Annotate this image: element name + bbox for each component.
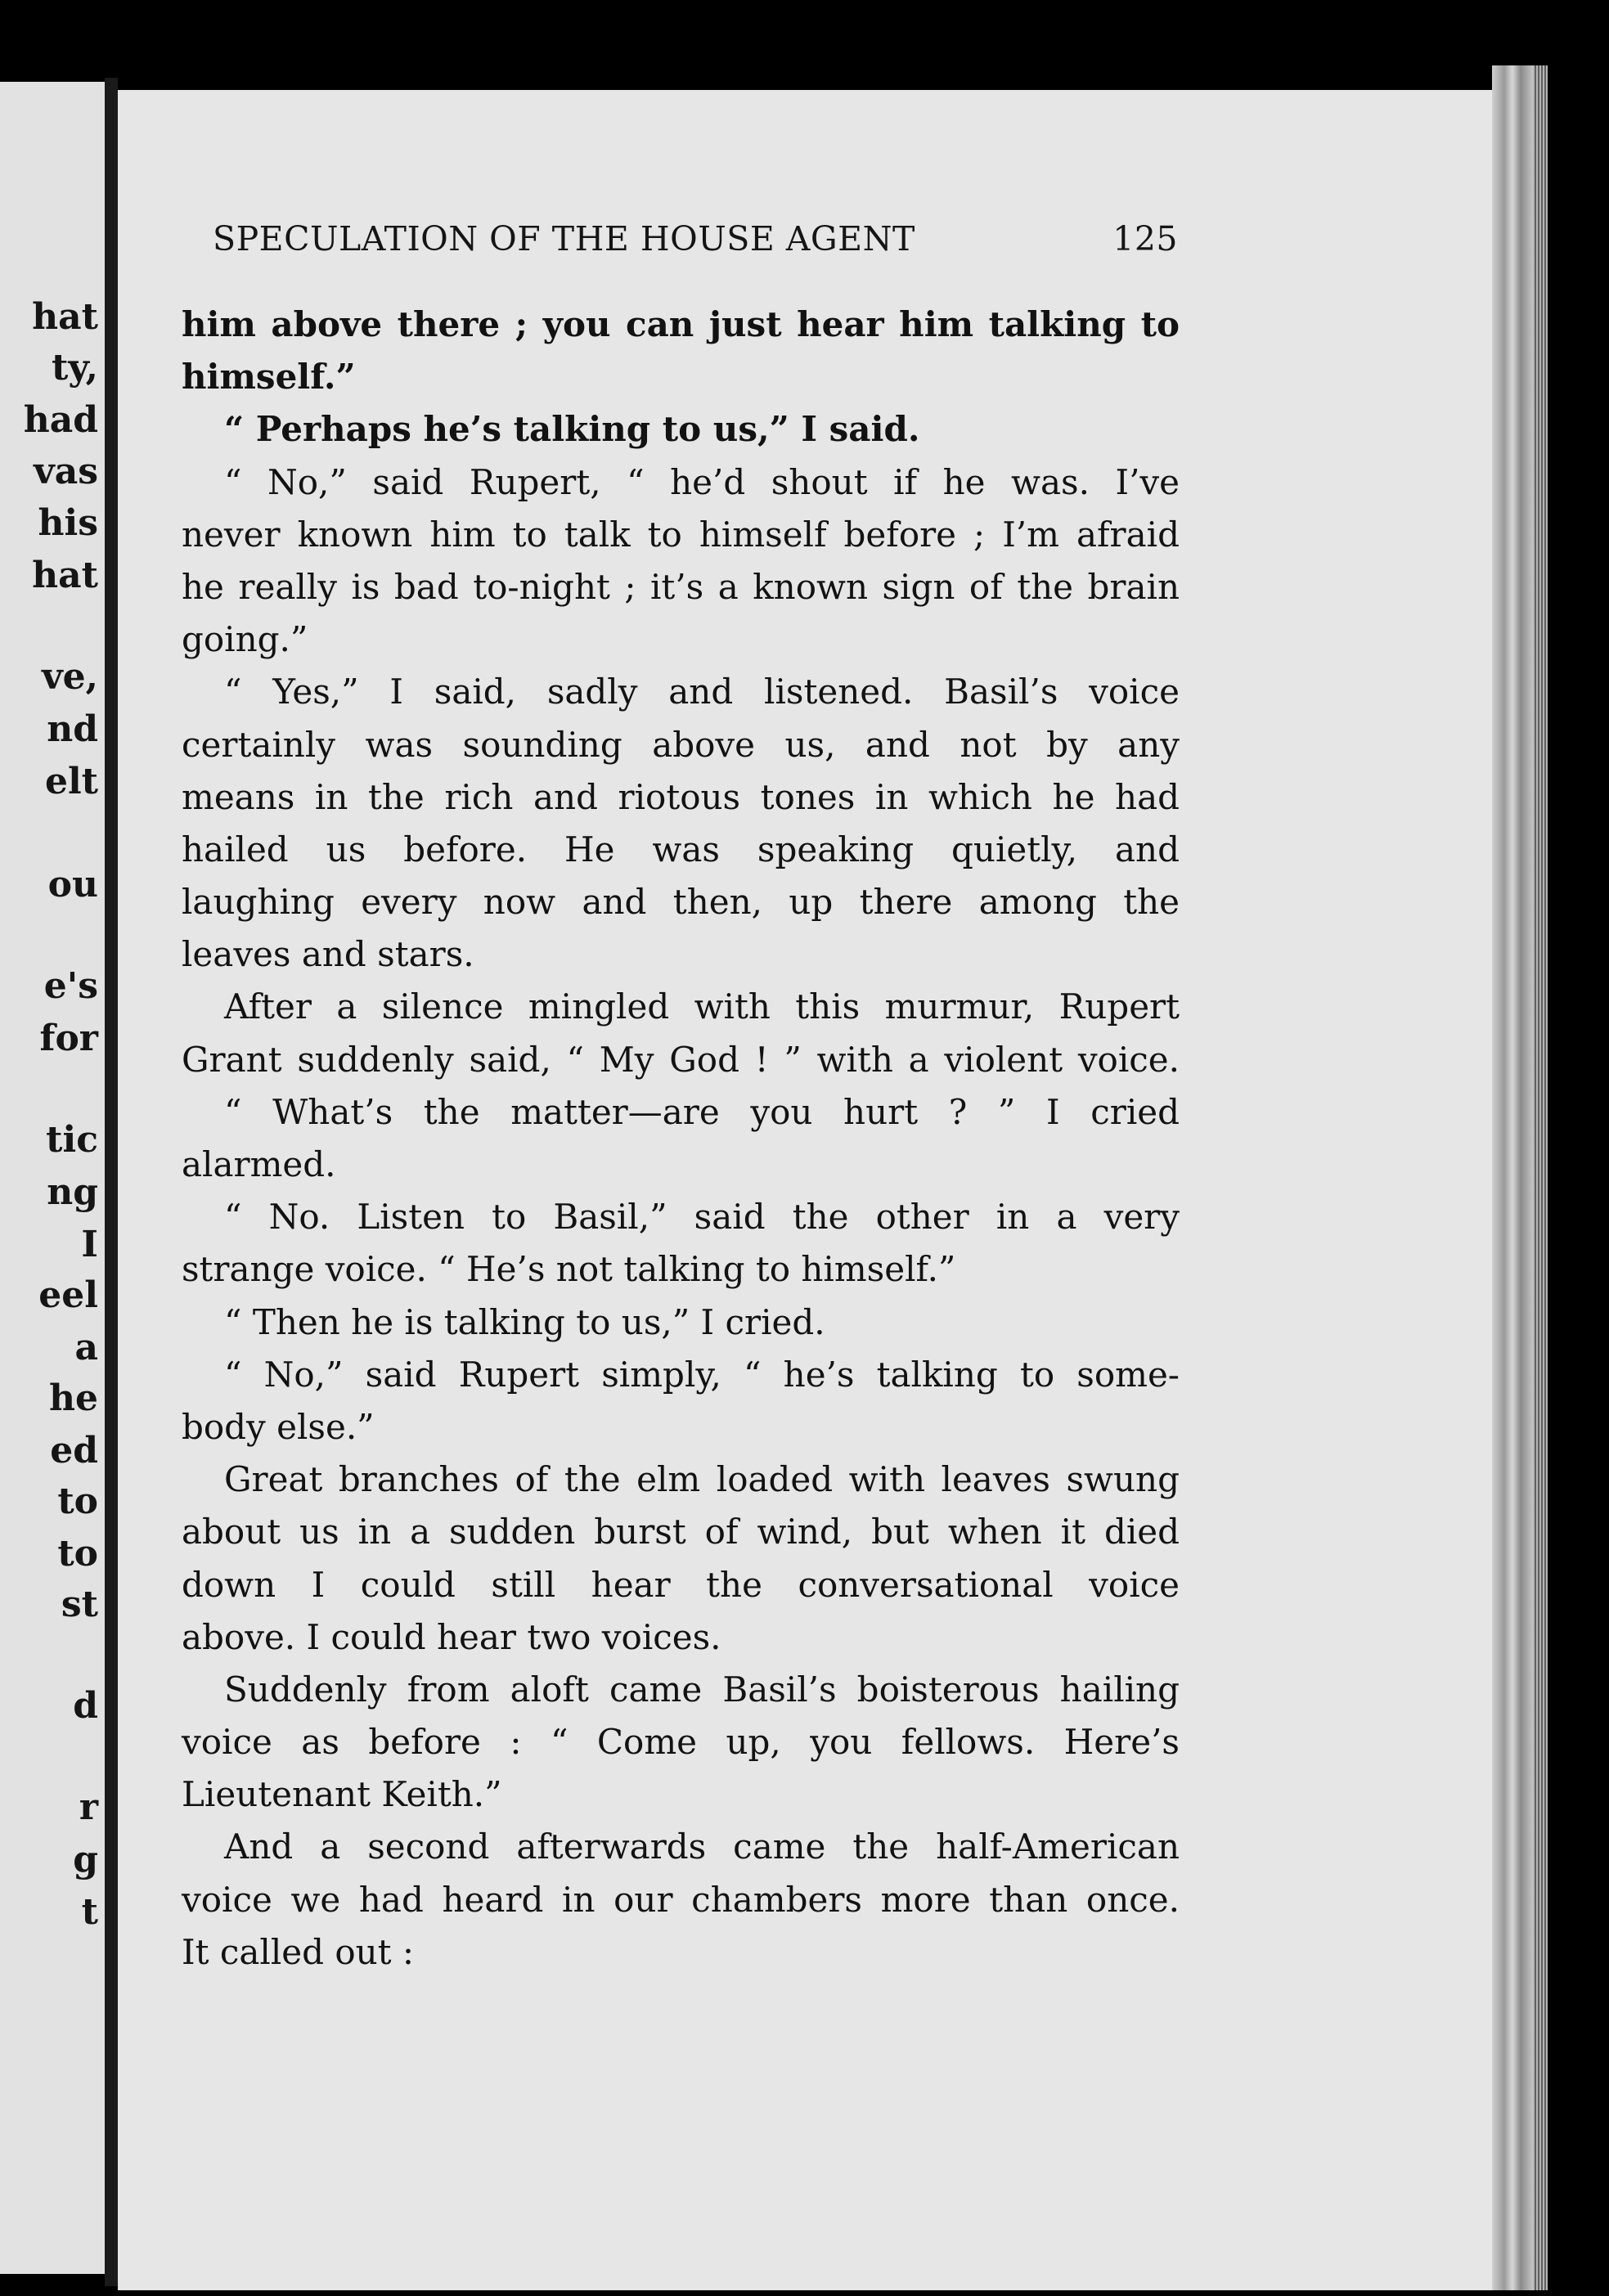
facing-page-fragment: eel bbox=[38, 1274, 98, 1316]
text-line: leaves and stars. bbox=[182, 934, 474, 975]
text-line: “ No,” said Rupert simply, “ he’s talking to some- bbox=[224, 1354, 1180, 1395]
text-line: Lieutenant Keith.” bbox=[182, 1774, 502, 1815]
facing-page-fragment: he bbox=[49, 1377, 98, 1419]
facing-page-fragment: to bbox=[57, 1480, 98, 1522]
facing-page-fragment: ty, bbox=[52, 347, 98, 389]
facing-page-fragment: st bbox=[61, 1584, 98, 1625]
text-line: After a silence mingled with this murmur, Rupert bbox=[224, 986, 1180, 1027]
text-line: It called out : bbox=[182, 1931, 415, 1972]
text-line: himself.” bbox=[182, 357, 356, 398]
text-line: body else.” bbox=[182, 1406, 375, 1447]
facing-page-fragment: ng bbox=[47, 1171, 98, 1213]
page-number: 125 bbox=[1112, 219, 1178, 258]
text-line: “ Perhaps he’s talking to us,” I said. bbox=[224, 409, 920, 450]
text-line: Grant suddenly said, “ My God ! ” with a violent voice. bbox=[182, 1039, 1180, 1080]
text-line: And a second afterwards came the half-American bbox=[224, 1826, 1180, 1867]
facing-page-fragment: to bbox=[57, 1533, 98, 1575]
text-line: certainly was sounding above us, and not by any bbox=[182, 724, 1180, 765]
text-line: hailed us before. He was speaking quietly, and bbox=[182, 829, 1180, 869]
facing-page-fragment: ed bbox=[50, 1430, 98, 1472]
running-head-title: SPECULATION OF THE HOUSE AGENT bbox=[213, 219, 915, 258]
facing-page-fragment: his bbox=[38, 502, 98, 544]
text-line: means in the rich and riotous tones in which he had bbox=[182, 776, 1180, 817]
text-line: voice as before : “ Come up, you fellows. Here’s bbox=[182, 1722, 1180, 1763]
facing-page-fragment: had bbox=[23, 399, 98, 441]
facing-page-fragment: nd bbox=[47, 708, 98, 750]
text-line: going.” bbox=[182, 619, 308, 660]
text-line: Suddenly from aloft came Basil’s boisterous hailing bbox=[224, 1669, 1180, 1710]
text-line: “ No. Listen to Basil,” said the other in a very bbox=[224, 1197, 1180, 1238]
text-line: Great branches of the elm loaded with leaves swung bbox=[224, 1459, 1180, 1500]
facing-page-fragment: tic bbox=[46, 1119, 98, 1161]
facing-page-fragment: for bbox=[39, 1018, 98, 1059]
text-line: about us in a sudden burst of wind, but when it died bbox=[182, 1512, 1180, 1552]
text-line: alarmed. bbox=[182, 1144, 336, 1184]
body-text bbox=[182, 299, 1180, 1979]
page-gutter bbox=[105, 78, 118, 2286]
page-edges bbox=[1492, 65, 1533, 2290]
text-line: voice we had heard in our chambers more than once. bbox=[182, 1879, 1180, 1920]
page-edges-stack bbox=[1533, 65, 1548, 2290]
facing-page-fragment: elt bbox=[44, 761, 98, 802]
facing-page-fragment: e's bbox=[43, 965, 98, 1007]
facing-page-fragment: t bbox=[81, 1891, 98, 1933]
text-line: “ Yes,” I said, sadly and listened. Basil’s voice bbox=[224, 672, 1180, 712]
facing-page-left bbox=[0, 82, 105, 2274]
text-line: “ No,” said Rupert, “ he’d shout if he was. I’ve bbox=[224, 461, 1180, 502]
text-line: above. I could hear two voices. bbox=[182, 1616, 721, 1657]
text-line: he really is bad to-night ; it’s a known sign of the brain bbox=[182, 566, 1180, 607]
facing-page-fragment: hat bbox=[32, 296, 98, 338]
facing-page-fragment: ou bbox=[47, 864, 98, 905]
text-line: never known him to talk to himself before ; I’m afraid bbox=[182, 514, 1180, 555]
facing-page-fragment: hat bbox=[32, 555, 98, 596]
text-line: him above there ; you can just hear him talking to bbox=[182, 304, 1180, 344]
facing-page-fragment: d bbox=[73, 1685, 98, 1727]
facing-page-fragment: g bbox=[73, 1839, 98, 1880]
text-line: “ What’s the matter—are you hurt ? ” I cried bbox=[224, 1091, 1180, 1132]
facing-page-fragment: ve, bbox=[42, 656, 98, 698]
facing-page-fragment: a bbox=[74, 1327, 98, 1368]
facing-page-fragment: I bbox=[81, 1224, 98, 1265]
text-line: laughing every now and then, up there among the bbox=[182, 882, 1180, 923]
facing-page-fragment: r bbox=[79, 1786, 98, 1828]
facing-page-fragment: vas bbox=[34, 451, 98, 492]
running-head bbox=[213, 219, 1178, 258]
text-line: strange voice. “ He’s not talking to himself.” bbox=[182, 1249, 956, 1290]
text-line: down I could still hear the conversational voice bbox=[182, 1564, 1180, 1605]
text-line: “ Then he is talking to us,” I cried. bbox=[224, 1301, 825, 1342]
